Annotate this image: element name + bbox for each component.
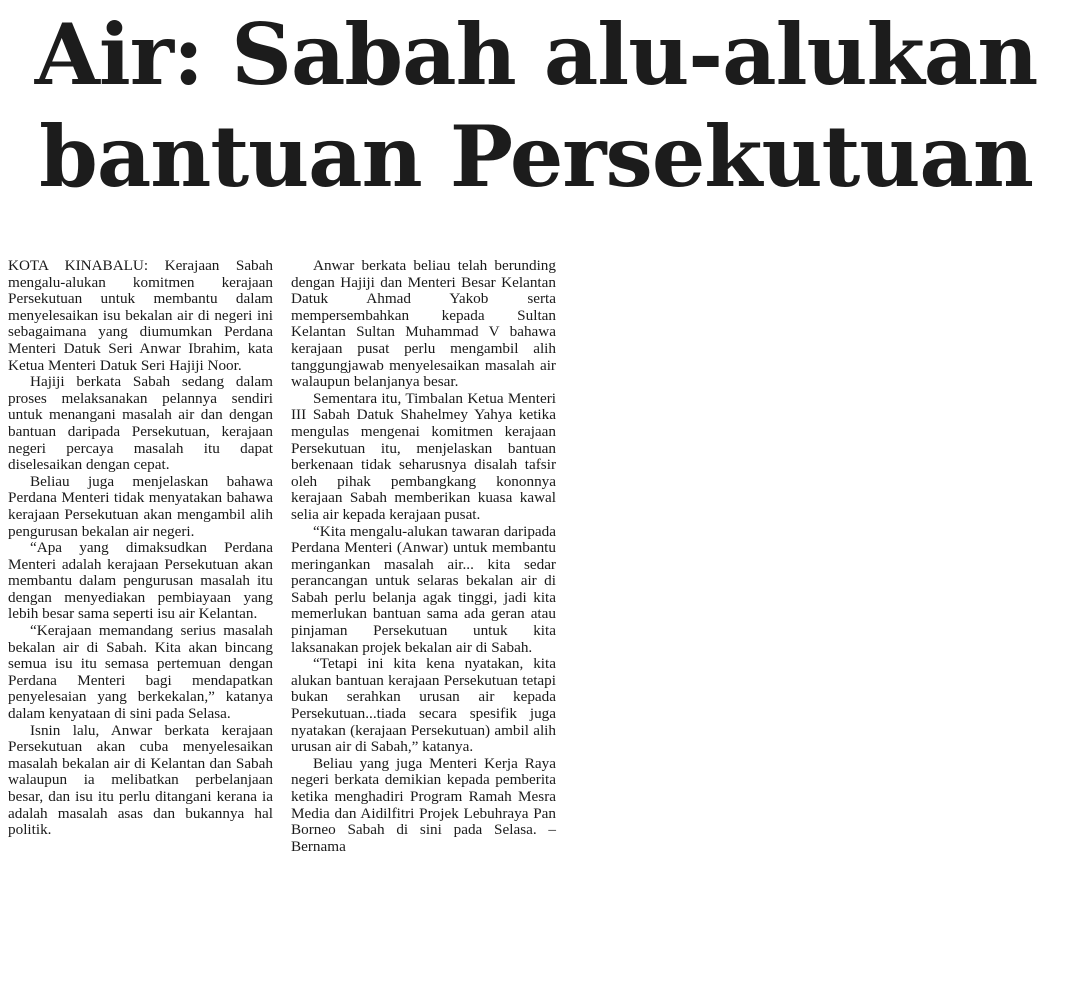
paragraph: “Kerajaan memandang serius masalah bekalan air di Sabah. Kita akan bincang semua isu itu semasa pertemuan dengan Perdana Menteri bagi mendapatkan penyelesaian yang berkekalan,” katanya dalam kenyataan di sini pada Selasa. — [8, 622, 273, 723]
paragraph: “Apa yang dimaksudkan Perdana Menteri adalah kerajaan Persekutuan akan membantu dalam pengurusan masalah itu dengan menyediakan pembiayaan yang lebih besar sama seperti isu air Kelantan. — [8, 539, 273, 623]
paragraph: Beliau juga menjelaskan bahawa Perdana Menteri tidak menyatakan bahawa kerajaan Persekutuan akan mengambil alih pengurusan bekalan air negeri. — [8, 472, 273, 540]
paragraph: Anwar berkata beliau telah berunding dengan Hajiji dan Menteri Besar Kelantan Datuk Ahmad Yakob serta mempersembahkan kepada Sultan Kelantan Sultan Muhammad V bahawa kerajaan pusat perlu mengambil alih tanggungjawab menyelesaikan masalah air walaupun belanjanya besar. — [291, 257, 556, 391]
paragraph: KOTA KINABALU: Kerajaan Sabah mengalu-alukan komitmen kerajaan Persekutuan untuk membantu dalam menyelesaikan isu bekalan air di negeri ini sebagaimana yang diumumkan Perdana Menteri Datuk Seri Anwar Ibrahim, kata Ketua Menteri Datuk Seri Hajiji Noor. — [8, 257, 273, 374]
article-body — [8, 258, 556, 855]
paragraph: Isnin lalu, Anwar berkata kerajaan Persekutuan akan cuba menyelesaikan masalah bekalan air di Kelantan dan Sabah walaupun ia melibatkan perbelanjaan besar, dan isu itu perlu ditangani kerana ia adalah masalah asas dan bukannya hal politik. — [8, 721, 273, 839]
article-column-2 — [291, 258, 556, 855]
headline-line-1: Air: Sabah alu-alukan — [34, 5, 1038, 104]
paragraph: “Tetapi ini kita kena nyatakan, kita alukan bantuan kerajaan Persekutuan tetapi bukan serahkan urusan air kepada Persekutuan...tiada secara spesifik juga nyatakan (kerajaan Persekutuan) ambil alih urusan air di Sabah,” katanya. — [291, 655, 556, 756]
paragraph: “Kita mengalu-alukan tawaran daripada Perdana Menteri (Anwar) untuk membantu meringankan masalah air... kita sedar perancangan untuk selaras bekalan air di Sabah perlu belanja agak tinggi, jadi kita memerlukan bantuan sama ada geran atau pinjaman Persekutuan untuk kita laksanakan projek bekalan air di Sabah. — [291, 522, 556, 656]
headline — [0, 4, 1072, 208]
paragraph: Hajiji berkata Sabah sedang dalam proses melaksanakan pelannya sendiri untuk menangani masalah air dan dengan bantuan daripada Persekutuan, kerajaan negeri percaya masalah itu dapat diselesaikan dengan cepat. — [8, 373, 273, 474]
article-column-1 — [8, 258, 273, 855]
paragraph: Beliau yang juga Menteri Kerja Raya negeri berkata demikian kepada pemberita ketika menghadiri Program Ramah Mesra Media dan Aidilfitri Projek Lebuhraya Pan Borneo Sabah di sini pada Selasa. – Bernama — [291, 754, 556, 855]
paragraph: Sementara itu, Timbalan Ketua Menteri III Sabah Datuk Shahelmey Yahya ketika mengulas mengenai komitmen kerajaan Persekutuan itu, menjelaskan bantuan berkenaan tidak seharusnya disalah tafsir oleh pihak pembangkang kononnya kerajaan Sabah memberikan kuasa kawal selia air kepada kerajaan pusat. — [291, 389, 556, 523]
headline-line-2: bantuan Persekutuan — [39, 107, 1033, 206]
